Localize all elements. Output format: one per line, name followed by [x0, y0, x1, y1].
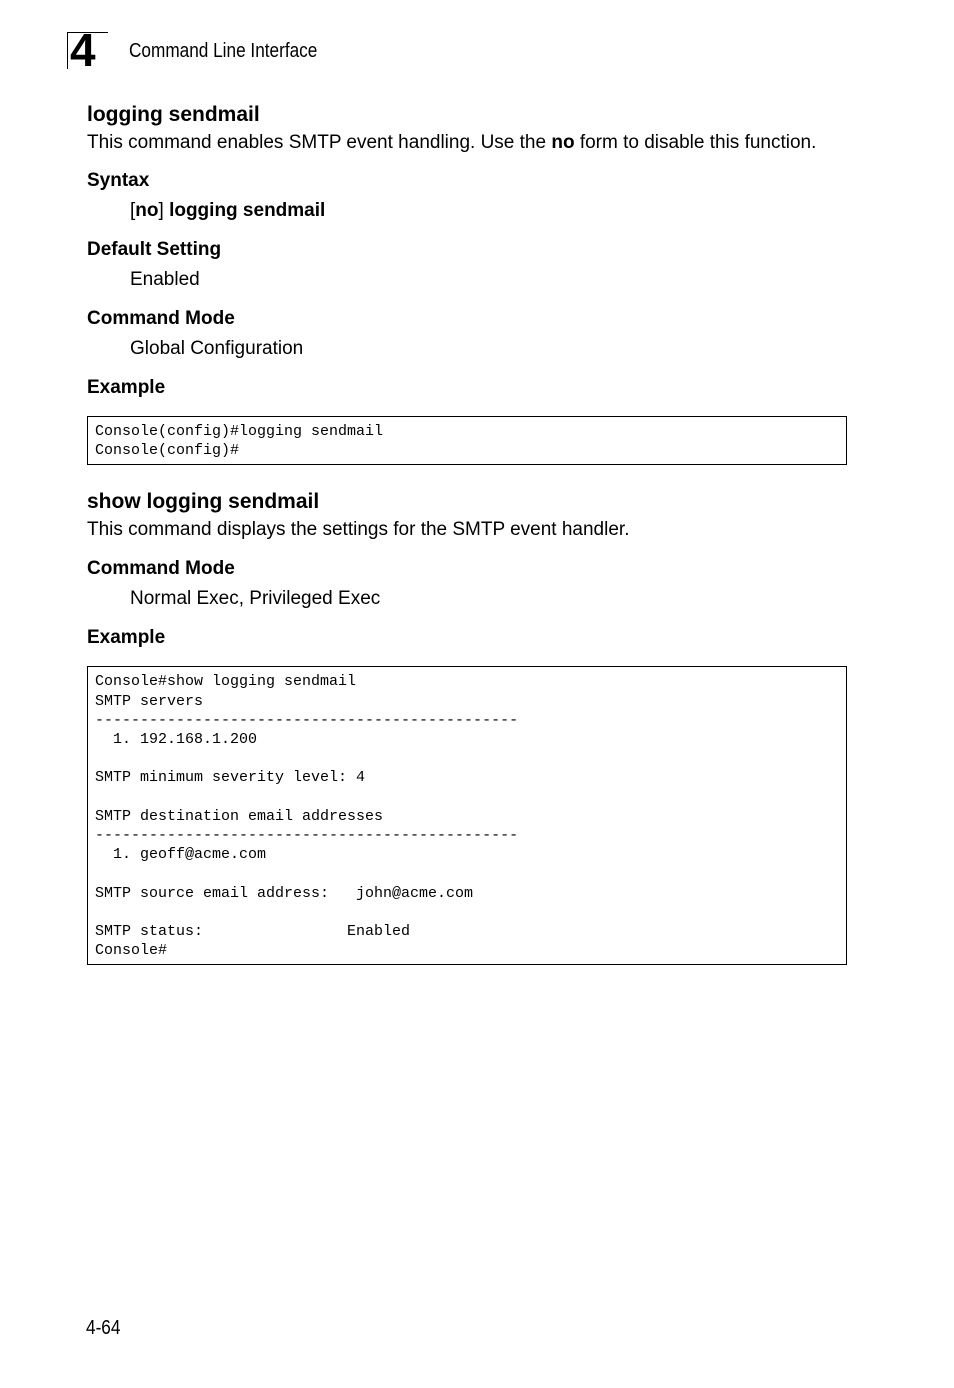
chapter-number: 4 [70, 24, 95, 76]
section-description: This command displays the settings for the SMTP event handler. [87, 519, 630, 541]
section-title-logging-sendmail: logging sendmail [87, 103, 260, 126]
no-keyword: no [551, 132, 575, 153]
command-mode-value: Normal Exec, Privileged Exec [130, 588, 381, 610]
section-description: This command enables SMTP event handling. Use the no form to disable this function. [87, 132, 817, 153]
example-heading: Example [87, 377, 166, 398]
header-title: Command Line Interface [129, 40, 318, 62]
command-mode-heading: Command Mode [87, 558, 235, 580]
example-heading: Example [87, 627, 166, 649]
syntax-heading: Syntax [87, 170, 150, 191]
default-setting-heading: Default Setting [87, 239, 222, 260]
command-mode-value: Global Configuration [130, 338, 304, 359]
syntax-line: [no] logging sendmail [130, 200, 326, 221]
page-number: 4-64 [86, 1317, 121, 1339]
example-code-block: Console#show logging sendmail SMTP servers ----------------------------------------------- 1. 192.168.1.200 SMTP minimum severity level: 4 SMTP destination email addresses ----------------------------------------------- 1. geoff@acme.com SMTP source email address: john@acme.com SMTP status: Enabled Console# [87, 666, 847, 965]
chapter-marker [67, 24, 108, 76]
page-content [87, 100, 847, 965]
default-setting-value: Enabled [130, 269, 200, 290]
example-code-block: Console(config)#logging sendmail Console(config)# [87, 416, 847, 465]
section-title-show-logging-sendmail: show logging sendmail [87, 490, 320, 514]
syntax-command: logging sendmail [169, 200, 326, 221]
command-mode-heading: Command Mode [87, 308, 235, 329]
